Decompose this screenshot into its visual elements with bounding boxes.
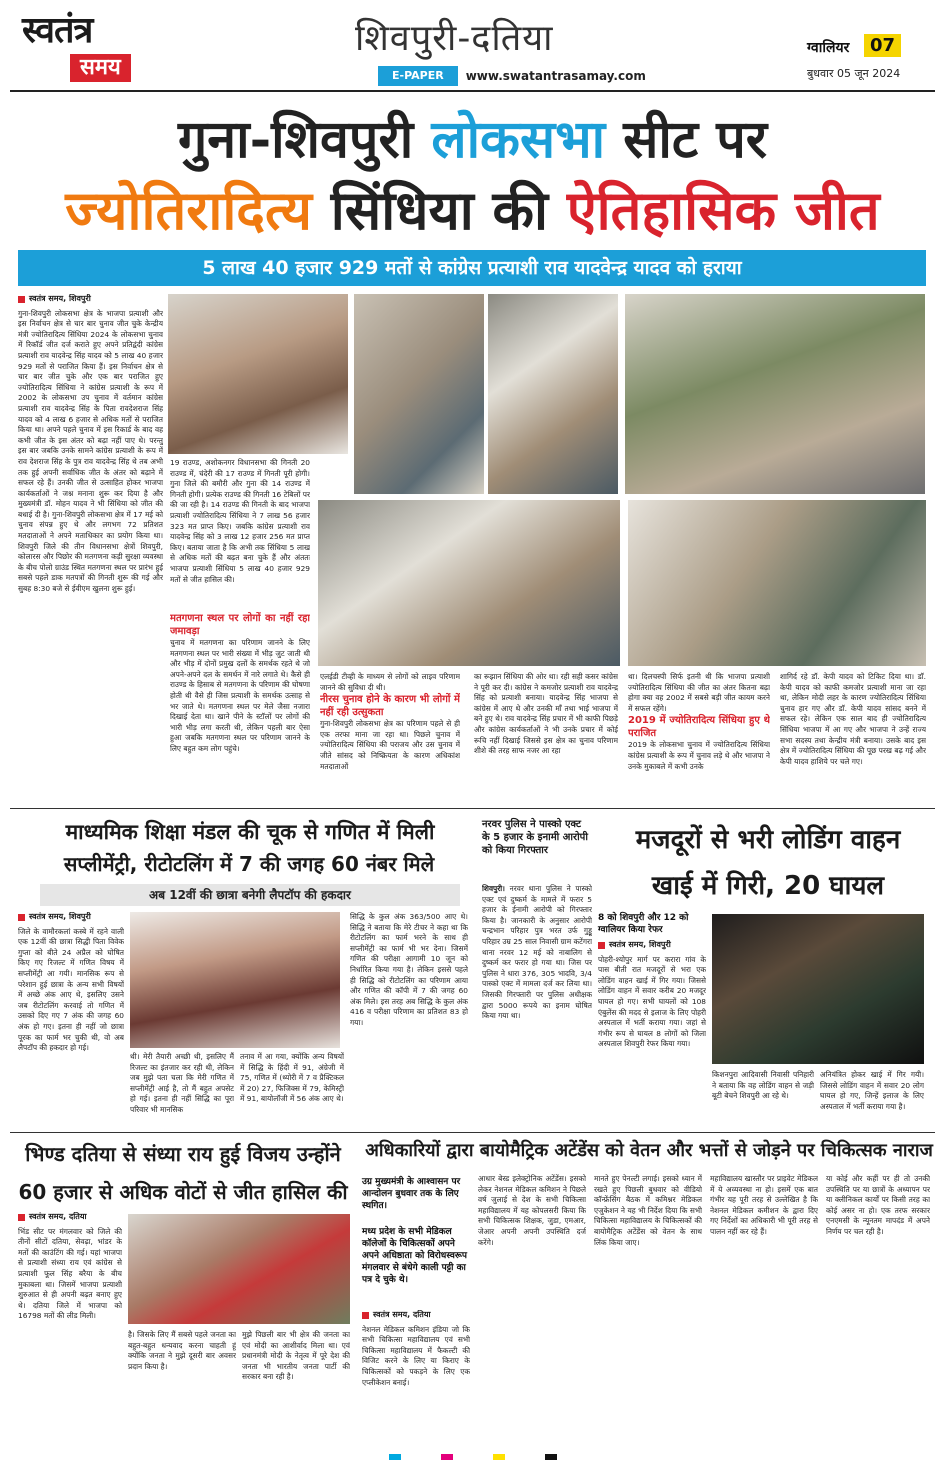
bhind-byline bbox=[18, 1212, 122, 1223]
photo-counting-hall-5 bbox=[628, 500, 926, 666]
reg-mark-magenta bbox=[441, 1454, 453, 1460]
bhind-headline-line1: भिण्ड दतिया से संध्या राय हुई विजय उन्होंने bbox=[25, 1142, 341, 1166]
lead-col3b-text: गुना-शिवपुरी लोकसभा क्षेत्र का परिणाम पहले से ही एक तरफा माना जा रहा था। पिछले चुनाव में ज्योतिरादित्य सिंधिया की पराजय और उस चुनाव में जीते सांसद को निष्क्रियता के कारण अधिकांश मतदाताओं bbox=[320, 719, 460, 771]
lead-headline1-part-b: लोकसभा bbox=[431, 109, 606, 170]
photo-student bbox=[130, 912, 340, 1048]
photo-counting-hall-4 bbox=[318, 500, 620, 666]
reg-mark-cyan bbox=[389, 1454, 401, 1460]
doctors-column-4: महाविद्यालय खास्तौर पर प्राइवेट मेडिकल में ये अव्यवस्था ना हो। इसमें एक बात गंभीर यह पूरी तरह से उल्लेखित है कि नेशनल मेडिकल कमीशन के द्वारा दिए गए निर्देशों का अधिकारी भी पूरी तरह से पालन नहीं कर रहे हैं। bbox=[710, 1174, 818, 1236]
lead-col1-text: गुना-शिवपुरी लोकसभा क्षेत्र के भाजपा प्रत्याशी और इस निर्वाचन क्षेत्र से चार बार चुनाव जीत चुके केन्द्रीय मंत्री ज्योतिरादित्य सिंधिया 2024 के लोकसभा चुनाव में रिकॉर्ड जीत दर्ज कराते हुए अपने प्रतिद्वंदी कांग्रेस प्रत्याशी राव यादवेन्द्र सिंह यादव को 5 लाख 40 हजार 929 मतों से पराजित किया हैं। इस निर्वाचन क्षेत्र से चार बार जीत चुके और एक बार पराजित हुए ज्योतिरादित्य सिंधिया ने कांग्रेस प्रत्याशी के रूप में 2002 के लोकसभा उप चुनाव में वर्तमान कांग्रेस प्रत्याशी राव यादवेन्द्र सिंह के पिता रावदेशराज सिंह यादव को 4 लाख 6 हजार से अधिक मतों से पराजित किया था। अपने पहले चुनाव में इस रिकार्ड के बाद वह कभी जीत के इस अंतर को बढ़ा नहीं पाए थे। परन्तु इस बार जबकि उनके सामने कांग्रेस प्रत्याशी के रूप में राव देशराज सिंह के पुत्र राव यादवेन्द्र सिंह थे तब अभी तक हुई अपनी सर्वाधिक जीत के अंतर को बढ़ाने में सफल रहे हैं। उनकी जीत से उत्साहित होकर भाजपा कार्यकर्ताओं ने जश्न मनाना शुरू कर दिया है और मुख्यमंत्री डॉ. मोहन यादव ने भी सिंधिया को जीत की बधाई दी है। गुना-शिवपुरी लोकसभा क्षेत्र में 17 मई को चुनाव संपन्न हुए थे और लगभग 72 प्रतिशत मतदाताओं ने अपने मताधिकार का प्रयोग किया था। शिवपुरी जिले की तीन विधानसभा क्षेत्रों शिवपुरी, कोलारस और पिछोर की मतगणना कड़ी सुरक्षा व्यवस्था के बीच पोलो ग्राउंड स्थित मतगणना स्थल पर प्रारंभ हुई सबसे पहले डाक मतपत्रों की गिनती शुरू की गई और सुबह 8:30 बजे से ईवीएम खुलना शुरू हुई। bbox=[18, 308, 163, 594]
section-rule-2 bbox=[10, 1132, 935, 1133]
site-url: www.swatantrasamay.com bbox=[465, 69, 646, 83]
doctors-headline: अधिकारियों द्वारा बायोमैट्रिक अटेंडेंस को वेतन और भत्तों से जोड़ने पर चिकित्सक नाराज bbox=[365, 1140, 933, 1161]
doctors-column-5: या कोई और कहीं पर ही तो उनकी उपस्थिति पर या छात्रों के अध्यापन पर या क्लीनिकल कार्यों पर किसी तरह का कोई असर ना हो। एक तरफ सरकार एनएमसी के न्यूनतम मापदंड में अपने निर्णय पर चल रही है। bbox=[826, 1174, 930, 1236]
doctors-column-1 bbox=[362, 1310, 470, 1452]
lead-caption-box: 19 राउण्ड, अशोकनगर विधानसभा की गिनती 20 राउण्ड में, चंदेरी की 17 राउण्ड में गिनती पूरी होगी। गुना जिले की बमौरी और गुना की 14 राउण्ड में गिनती होगी। प्रत्येक राउण्ड की गिनती 16 टेबिलों पर की जा रही है। 14 राउण्ड की गिनती के बाद भाजपा प्रत्याशी ज्योतिरादित्य सिंधिया ने 7 लाख 56 हजार 323 मत प्राप्त किए। जबकि कांग्रेस प्रत्याशी राव यादवेन्द्र सिंह को 3 लाख 12 हजार 256 मत प्राप्त किए। बताया जाता है कि अभी तक सिंधिया 5 लाख से अधिक मतों की बढ़त बना चुके हैं और अंततः भाजपा प्रत्याशी सिंधिया 5 लाख 40 हजार 929 मतों से जीत हासिल की। bbox=[170, 458, 310, 584]
police-headline: नरवर पुलिस ने पास्को एक्ट के 5 हजार के इनामी आरोपी को किया गिरफ्तार bbox=[482, 819, 588, 856]
bhind-column-2: है। जिसके लिए मैं सबसे पहले जनता का बहुत-बहुत धन्यवाद करना चाहती हूं क्योंकि जनता ने मुझे दूसरी बार अवसर प्रदान किया है। bbox=[128, 1330, 236, 1371]
lead-col2-text: चुनाव में मतगणना का परिणाम जानने के लिए मतगणना स्थल पर भारी संख्या में भीड़ जुट जाती थी और भीड़ में दोनों प्रमुख दलों के समर्थक रहते थे जो अपने-अपने दल के समर्थन में नारे लगाते थे। कैसे ही राउण्ड के हिसाब से मतगणना के परिणाम की घोषणा होती थी वैसे ही जिस प्रत्याशी के समर्थक उत्साह से भर जाते थे। मतगणना स्थल पर मेले जैसा नजारा दिखाई देता था। खाने पीने के स्टॉलों पर लोगों की भारी भीड़ लगा करती थी, लेकिन पहली बार ऐसा हुआ जबकि मतगणना स्थल पर परिणाम जानने के लिए बहुत कम लोग पहुंचे। bbox=[170, 638, 310, 753]
edu-byline-text: स्वतंत्र समय, शिवपुरी bbox=[29, 912, 91, 921]
bhind-column-1 bbox=[18, 1212, 122, 1452]
police-byline: शिवपुरी। bbox=[482, 884, 505, 893]
lead-byline bbox=[18, 294, 163, 305]
photo-sandhya-rai bbox=[128, 1214, 350, 1324]
bullet-icon bbox=[18, 1214, 25, 1221]
edition-title: शिवपुरी-दतिया bbox=[355, 18, 554, 59]
newspaper-logo bbox=[22, 10, 162, 86]
doctors-byline bbox=[362, 1310, 470, 1321]
police-col-text: नरवर थाना पुलिस ने पास्को एक्ट एवं दुष्कर्म के मामले में फरार 5 हजार के ईनामी आरोपी को गिरफ्तार किया है। जानकारी के अनुसार आरोपी चन्द्रभान परिहार पुत्र भरत उर्फ गुड्डू परिहार उम्र 25 साल निवासी ग्राम कटेंगरा थाना नरवर 12 मई को नाबालिग से दुष्कर्म कर फरार हो गया था। जिस पर पुलिस ने धारा 376, 305 भादवि, 3/4 पास्को एक्ट में मामला दर्ज कर लिया था। जिसकी गिरफ्तारी पर पुलिस अधीक्षक द्वारा 5000 रूपये का इनाम घोषित किया गया था। bbox=[482, 884, 592, 1021]
truck-column-2: किशनपुरा आदिवासी निवासी पनिहारी ने बताया कि वह लोडिंग वाहन से जड़ी बूटी बेचने शिवपुरी आ रहे थे। bbox=[712, 1070, 814, 1101]
registration-marks bbox=[0, 1454, 945, 1464]
doctors-sidebar-2: मध्य प्रदेश के सभी मेडिकल कॉलेजों के चिकित्सकों अपने अपने अधिष्ठाता को विरोधस्वरूप मंगलवार से बंधेगे काली पट्टी का पत्र दे चुके थे। bbox=[362, 1227, 467, 1285]
lead-headline-line1 bbox=[0, 108, 945, 172]
lead-headline1-part-a: गुना-शिवपुरी bbox=[178, 109, 432, 170]
bullet-icon bbox=[362, 1312, 369, 1319]
edu-column-4: सिद्धि के कुल अंक 363/500 आए थे। सिद्धि ने बताया कि मेरे टीचर ने कहा था कि रीटोटलिंग का फार्म भरने के साथ ही सप्लीमेंट्री का फार्म भी भर देना। जिसमें गणित की परीक्षा आगामी 10 जून को निर्धारित किया गया है। लेकिन इससे पहले ही सिद्धि को रीटोटलिंग का परिणाम आया और गणित की कॉपी में 7 की जगह 60 अंक मिले। इस तरह अब सिद्धि के कुल अंक 416 व परीक्षा परिणाम का प्रतिशत 83 हो गया। bbox=[350, 912, 468, 1027]
photo-scindia bbox=[168, 294, 348, 454]
bhind-headline-line2: 60 हजार से अधिक वोटों से जीत हासिल की bbox=[18, 1180, 348, 1204]
lead-column-4: का रूझान सिंधिया की ओर था। रही सही कसर कांग्रेस ने पूरी कर दी। कांग्रेस ने कमजोर प्रत्याशी राव यादवेन्द्र सिंह को प्रत्याशी बनाया। यादवेन्द्र सिंह भाजपा से कांग्रेस में आए थे और उनकी माँ तथा भाई भाजपा में बने हुए थे। राव यादवेन्द्र सिंह प्रचार में भी काफी पिछड़े और कांग्रेस कार्यकर्ताओं ने भी उनके प्रचार में कोई रूचि नहीं दिखाई जिससे इस क्षेत्र का चुनाव परिणाम शीशे की तरह साफ नजर आ रहा bbox=[474, 672, 618, 756]
logo-top-text: स्वतंत्र bbox=[22, 9, 93, 51]
epaper-bar bbox=[378, 66, 646, 86]
edu-column-3: तनाव में आ गया, क्योंकि अन्य विषयों में सिद्धि के हिंदी में 91, अंग्रेजी में 75, गणित में (थ्योरी में 7 व प्रैक्टिकल में 20) 27, फिजिक्स में 79, केमिस्ट्री में 91, बायोलॉजी में 56 अंक आए थे। bbox=[240, 1052, 344, 1104]
bhind-column-3: मुझे पिछली बार भी क्षेत्र की जनता का एवं मोदी का आशीर्वाद मिला था। एवं प्रधानमंत्री मोदी के नेतृत्व में पूरे देश की जनता भी भारतीय जनता पार्टी की सरकार बना रही है। bbox=[242, 1330, 350, 1382]
truck-column-3: अनियंत्रित होकर खाई में गिर गयी। जिससे लोडिंग वाहन में सवार 20 लोग घायल हो गए, जिन्हें इलाज के लिए अस्पताल में भर्ती कराया गया है। bbox=[820, 1070, 924, 1111]
logo-box-text: समय bbox=[70, 54, 131, 82]
edu-col1-text: जिले के वामौरकलां कस्बे में रहने वाली एक 12वीं की छात्रा सिद्धी पिता विवेक गुप्ता को बीते 24 अप्रैल को घोषित किए गए रिजल्ट में गणित विषय में सप्लीमेंट्री आ गयी। मानसिक रूप से परेशान हुई छात्रा के अन्य सभी विषयों में अच्छे अंक आए थे, इसलिए उसने जब रीटोटलिंग करवाई तो गणित में उसको दिए गए 7 अंक की जगह 60 अंक हो गए। इतना ही नहीं जो छात्रा पूरक का फार्म भर चुकी थी, वो अब लैपटॉप की हकदार हो गई। bbox=[18, 926, 124, 1053]
lead-headline2-part-b: सिंधिया की bbox=[311, 178, 567, 242]
reg-mark-black bbox=[545, 1454, 557, 1460]
edu-headline-line1: माध्यमिक शिक्षा मंडल की चूक से गणित में मिली bbox=[65, 820, 435, 844]
photo-accident bbox=[712, 914, 924, 1064]
lead-col2-subhead: मतगणना स्थल पर लोगों का नहीं रहा जमावड़ा bbox=[170, 613, 310, 637]
section-rule-1 bbox=[10, 808, 935, 809]
epaper-tag: E-PAPER bbox=[378, 66, 458, 86]
lead-headline1-part-c: सीट पर bbox=[605, 109, 767, 170]
photo-counting-hall-2 bbox=[488, 294, 618, 494]
lead-headline2-part-c: ऐतिहासिक जीत bbox=[566, 178, 880, 242]
lead-column-6: शागिर्द रहे डॉ. केपी यादव को टिकिट दिया था। डॉ. केपी यादव को काफी कमजोर प्रत्याशी माना जा रहा था, लेकिन मोदी लहर के कारण ज्योतिरादित्य सिंधिया चुनाव हार गए और डॉ. केपी यादव सांसद बनने में सफल रहे। लेकिन एक साल बाद ही ज्योतिरादित्य सिंधिया भाजपा में आ गए और भाजपा ने उन्हें राज्य सभा सदस्य तथा केन्द्रीय मंत्री बनाया। उसके बाद इस क्षेत्र में ज्योतिरादित्य सिंधिया की पूछ परख बढ़ गई और केपी यादव हाशिये पर चले गए। bbox=[780, 672, 926, 766]
edu-column-1 bbox=[18, 912, 124, 1122]
edu-column-2: थी। मेरी तैयारी अच्छी थी, इसलिए मैं रिजल्ट का इंतजार कर रही थी, लेकिन जब मुझे पता चला कि मेरी गणित में सप्लीमेंट्री आई है, तो मैं बहुत अपसेट हो गई। इतना ही नहीं सिद्धि का पूरा परिवार भी मानसिक bbox=[130, 1052, 234, 1114]
truck-column-1 bbox=[598, 940, 706, 1124]
lead-headline2-part-a: ज्योतिरादित्य bbox=[65, 178, 312, 242]
truck-subhead: 8 को शिवपुरी और 12 को ग्वालियर किया रेफर bbox=[598, 913, 689, 935]
reg-mark-yellow bbox=[493, 1454, 505, 1460]
truck-headline-line1: मजदूरों से भरी लोडिंग वाहन bbox=[635, 825, 901, 855]
lead-column-1 bbox=[18, 294, 163, 794]
truck-byline bbox=[598, 940, 706, 951]
doctors-column-3: मानते हुए पेनल्टी लगाई। इसको ध्यान में रखते हुए पिछली बुधवार को वीडियो कॉन्फ्रेंसिंग बैठक में कमिश्नर मेडिकल एजुकेशन ने यह भी निर्देश दिया कि सभी चिकित्सा महाविद्यालय के चिकित्सकों की बायोमैट्रिक अटेंडेंस को वेतन के साथ लिंक किया जाए। bbox=[594, 1174, 702, 1247]
doctors-sidebar-1: उग्र मुख्यमंत्री के आश्वासन पर आन्दोलन बुधवार तक के लिए स्थगित। bbox=[362, 1177, 461, 1211]
page-number: 07 bbox=[864, 34, 901, 57]
lead-col3-text: एलईडी टीव्ही के माध्यम से लोगों को लाइव परिणाम जानने की सुविधा दी थी। bbox=[320, 672, 460, 692]
photo-counting-hall-1 bbox=[354, 294, 484, 494]
masthead-rule bbox=[10, 90, 935, 92]
doctors-column-2: आधार बेस्ड इलेक्ट्रोनिक अटेंडेंस। इसको लेकर नेशनल मेडिकल कमिशन ने पिछले वर्ष जुलाई से देश के सभी चिकित्सा महाविद्यालय में यह कोपलसरी किया कि सभी चिकित्सक शिक्षक, जुडा, एमआर, जेआर अपनी अपनी उपस्थिति दर्ज करेंगे। bbox=[478, 1174, 586, 1247]
lead-byline-text: स्वतंत्र समय, शिवपुरी bbox=[29, 294, 91, 303]
bhind-byline-text: स्वतंत्र समय, दतिया bbox=[29, 1212, 87, 1221]
lead-headline-line2 bbox=[0, 176, 945, 244]
edu-headline-line2: सप्लीमेंट्री, रीटोटलिंग में 7 की जगह 60 नंबर मिले bbox=[63, 852, 435, 876]
lead-col3-subhead: नीरस चुनाव होने के कारण भी लोगों में नहीं रही उत्सुकता bbox=[320, 694, 460, 719]
police-column bbox=[482, 884, 592, 1124]
truck-col1-text: पोहरी-श्योपुर मार्ग पर करारा गांव के पास बीती रात मजदूरों से भरा एक लोडिंग वाहन खाई में गिर गया। जिससे लोडिंग वाहन में सवार करीब 20 मजदूर घायल हो गए। सभी घायलों को 108 एंबुलेंस की मदद से इलाज के लिए पोहरी अस्पताल में भर्ती कराया गया। जहां से गंभीर रूप से घायल 8 लोगों को जिला अस्पताल शिवपुरी रेफर किया गया। bbox=[598, 954, 706, 1049]
doctors-byline-text: स्वतंत्र समय, दतिया bbox=[373, 1310, 431, 1319]
doctors-col1-text: नेशनल मेडिकल कमिशन इंडिया जो कि सभी चिकित्सा महाविद्यालय एवं सभी चिकित्सा महाविद्यालय में फैकल्टी की विजिट करने के लिए या किराए के चिकित्सकों को पकड़ने के लिए एक एप्लीकेशन बनाई। bbox=[362, 1324, 470, 1387]
bullet-icon bbox=[598, 942, 605, 949]
lead-column-5 bbox=[628, 672, 770, 792]
lead-column-3 bbox=[320, 672, 460, 792]
masthead bbox=[0, 0, 945, 92]
date-line: बुधवार 05 जून 2024 bbox=[807, 67, 901, 80]
photo-counting-hall-3 bbox=[625, 294, 925, 494]
bhind-col1-text: भिंड सीट पर मंगलवार को जिले की तीनों सीटों दतिया, सेवढ़ा, भांडर के मतों की काउंटिंग की गई। यहां भाजपा से प्रत्याशी संध्या राय एवं कांग्रेस से प्रत्याशी फूल सिंह बरैया के बीच मुकाबला था। जिसमें भाजपा प्रत्याशी शुरुआत से ही अपनी बढ़त बनाए हुए थे। दतिया जिले में भाजपा को 16798 मतों की लीड मिली। bbox=[18, 1226, 122, 1321]
truck-byline-text: स्वतंत्र समय, शिवपुरी bbox=[609, 940, 671, 949]
lead-column-2 bbox=[170, 612, 310, 792]
lead-subbanner: 5 लाख 40 हजार 929 मतों से कांग्रेस प्रत्याशी राव यादवेन्द्र यादव को हराया bbox=[18, 250, 926, 286]
bullet-icon bbox=[18, 296, 25, 303]
lead-col5-text: था। दिलचस्पी सिर्फ इतनी थी कि भाजपा प्रत्याशी ज्योतिरादित्य सिंधिया की जीत का अंतर कितना बढ़ा होगा क्या वह 2002 में सबसे बड़ी जीत कायम करने में सफल रहेंगे। bbox=[628, 672, 770, 713]
edu-strapline: अब 12वीं की छात्रा बनेगी लैपटॉप की हकदार bbox=[40, 884, 460, 906]
lead-col5b-text: 2019 के लोकसभा चुनाव में ज्योतिरादित्य सिंधिया कांग्रेस प्रत्याशी के रूप में चुनाव लड़े थे और भाजपा ने उनके मुकाबले में कभी उनके bbox=[628, 740, 770, 771]
city-tag: ग्वालियर bbox=[807, 40, 850, 56]
bullet-icon bbox=[18, 914, 25, 921]
edu-byline bbox=[18, 912, 124, 923]
truck-headline-line2: खाई में गिरी, 20 घायल bbox=[651, 871, 885, 901]
lead-col5-subhead: 2019 में ज्योतिरादित्य सिंधिया हुए थे पराजित bbox=[628, 715, 770, 740]
